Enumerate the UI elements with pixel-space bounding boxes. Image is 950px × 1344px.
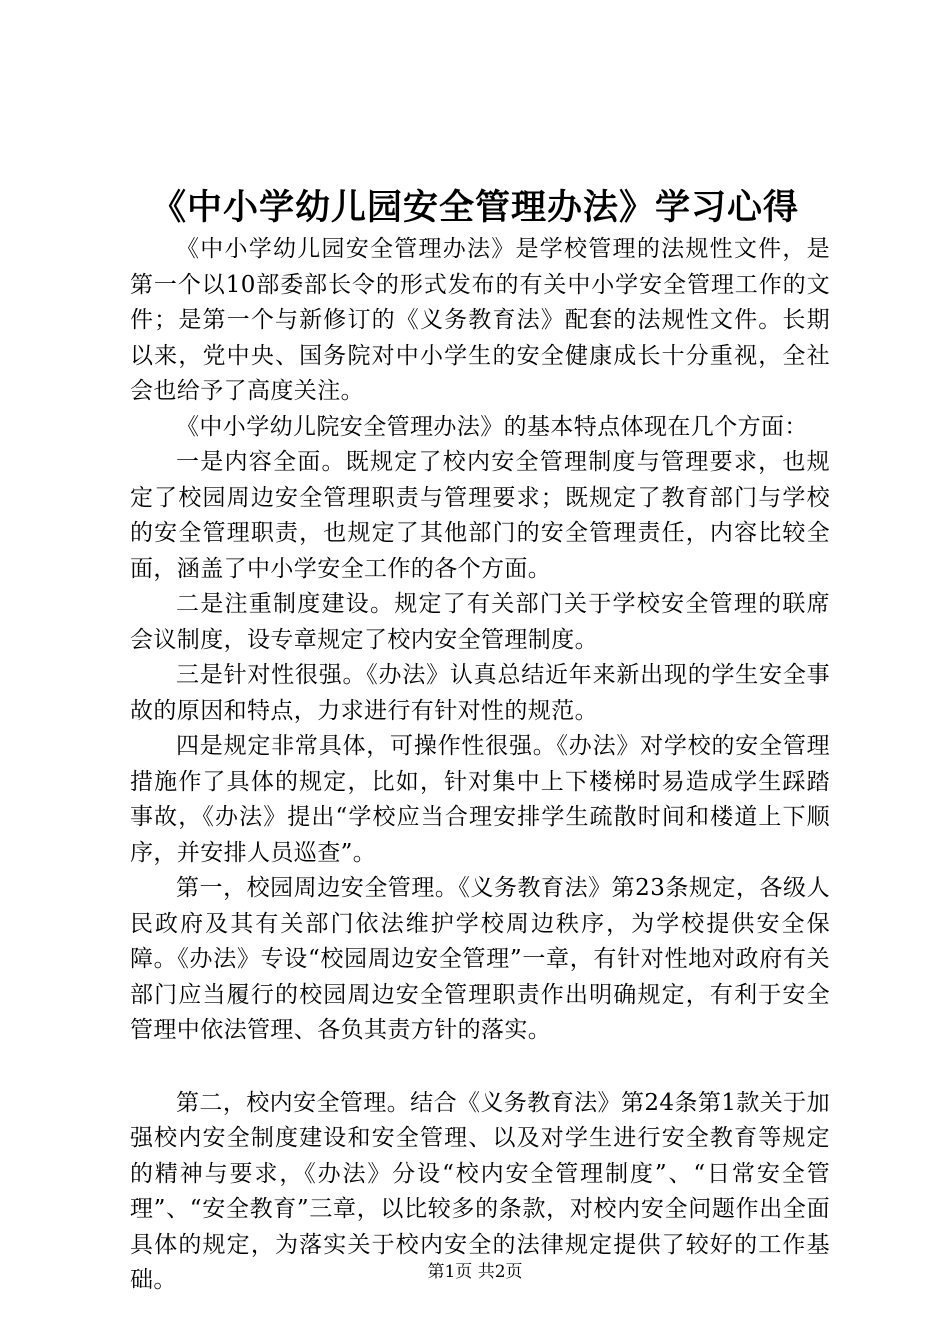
- paragraph-feature-2: 二是注重制度建设。规定了有关部门关于学校安全管理的联席会议制度，设专章规定了校内安全管理制度。: [130, 591, 830, 653]
- paragraph-feature-4: 四是规定非常具体，可操作性很强。《办法》对学校的安全管理措施作了具体的规定，比如，针对集中上下楼梯时易造成学生踩踏事故，《办法》提出“学校应当合理安排学生疏散时间和楼道上下顺序，并安排人员巡查”。: [130, 733, 830, 866]
- paragraph-feature-1: 一是内容全面。既规定了校内安全管理制度与管理要求，也规定了校园周边安全管理职责与管理要求；既规定了教育部门与学校的安全管理职责，也规定了其他部门的安全管理责任，内容比较全面，涵盖了中小学安全工作的各个方面。: [130, 449, 830, 582]
- document-title: 《中小学幼儿园安全管理办法》学习心得: [150, 187, 799, 228]
- paragraph-feature-3: 三是针对性很强。《办法》认真总结近年来新出现的学生安全事故的原因和特点，力求进行有针对性的规范。: [130, 662, 830, 724]
- paragraph-intro: 《中小学幼儿园安全管理办法》是学校管理的法规性文件，是第一个以10部委部长令的形式发布的有关中小学安全管理工作的文件；是第一个与新修订的《义务教育法》配套的法规性文件。长期以来，党中央、国务院对中小学生的安全健康成长十分重视，全社会也给予了高度关注。: [130, 236, 830, 404]
- page-footer: 第1页 共2页: [427, 1262, 523, 1282]
- document-body: [130, 232, 830, 1299]
- paragraph-second-point: 第二，校内安全管理。结合《义务教育法》第24条第1款关于加强校内安全制度建设和安全管理、以及对学生进行安全教育等规定的精神与要求，《办法》分设“校内安全管理制度”、“日常安全管理”、“安全教育”三章，以比较多的条款，对校内安全问题作出全面具体的规定，为落实关于校内安全的法律规定提供了较好的工作基础。: [130, 1089, 830, 1293]
- paragraph-features-heading: 《中小学幼儿院安全管理办法》的基本特点体现在几个方面：: [176, 413, 808, 440]
- paragraph-first-point: 第一，校园周边安全管理。《义务教育法》第23条规定，各级人民政府及其有关部门依法维护学校周边秩序，为学校提供安全保障。《办法》专设“校园周边安全管理”一章，有针对性地对政府有关部门应当履行的校园周边安全管理职责作出明确规定，有利于安全管理中依法管理、各负其责方针的落实。: [130, 875, 830, 1043]
